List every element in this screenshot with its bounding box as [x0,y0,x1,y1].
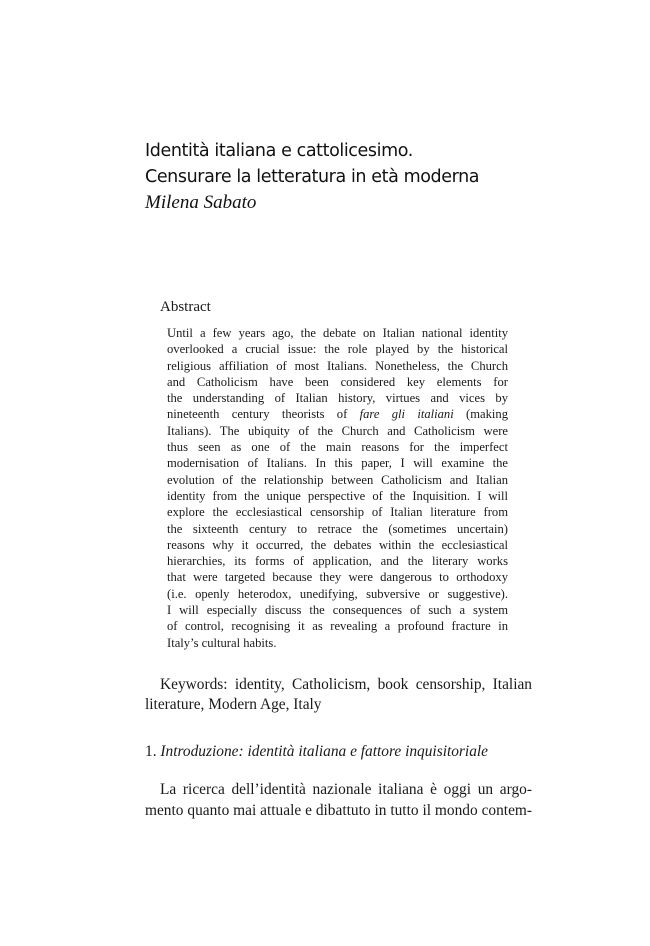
article-title-line-2: Censurare la letteratura in età moderna [145,167,480,187]
abstract-line: identity from the unique perspective of the Inquisition. I will [167,488,508,503]
author-name: Milena Sabato [145,192,257,213]
title-block [145,138,565,216]
abstract-line: religious affiliation of most Italians. Nonetheless, the Church [167,358,508,373]
section-heading [145,742,545,762]
abstract-text: (making [466,407,508,422]
abstract-line: explore the ecclesiastical censorship of Italian literature from [167,505,508,520]
abstract-line: I will especially discuss the consequences of such a system [167,603,508,618]
body-line: La ricerca dell’identità nazionale italiana è oggi un argo- [160,781,532,798]
abstract-line: hierarchies, its forms of application, and the literary works [167,554,508,569]
abstract-line: Italians). The ubiquity of the Church and Catholicism were [167,423,508,438]
abstract-line: the understanding of Italian history, virtues and vices by [167,391,508,406]
abstract-line: the sixteenth century to retrace the (sometimes uncertain) [167,521,508,536]
abstract-line: modernisation of Italians. In this paper, I will examine the [167,456,508,471]
keywords-paragraph [145,675,532,715]
section-number: 1. [145,743,157,760]
body-paragraph [145,779,532,821]
abstract-line: (i.e. openly heterodox, unedifying, subversive or suggestive). [167,586,508,601]
abstract-line: that were targeted because they were dangerous to orthodoxy [167,570,508,585]
keywords-line: Keywords: identity, Catholicism, book censorship, Italian [160,676,532,693]
abstract-line: Until a few years ago, the debate on Italian national identity [167,326,508,340]
abstract-line: reasons why it occurred, the debates within the ecclesiastical [167,537,508,552]
abstract-line: evolution of the relationship between Catholicism and Italian [167,472,508,487]
section-title: Introduzione: identità italiana e fattore inquisitoriale [160,743,489,760]
abstract-line: thus seen as one of the main reasons for the imperfect [167,440,508,455]
abstract-heading: Abstract [160,299,211,315]
abstract-line: and Catholicism have been considered key elements for [167,374,508,389]
abstract-line: Italy’s cultural habits. [167,635,277,650]
italic-phrase: fare gli italiani [359,407,454,422]
article-title-line-1: Identità italiana e cattolicesimo. [145,141,413,161]
abstract-body [167,325,508,651]
abstract-line: overlooked a crucial issue: the role played by the historical [167,342,508,357]
abstract-line-with-italic [167,406,508,422]
abstract-line: of control, recognising it as revealing a profound fracture in [167,619,508,634]
body-line: mento quanto mai attuale e dibattuto in tutto il mondo contem- [145,802,532,819]
abstract-text: nineteenth century theorists of [167,407,348,422]
keywords-line: literature, Modern Age, Italy [145,696,322,713]
